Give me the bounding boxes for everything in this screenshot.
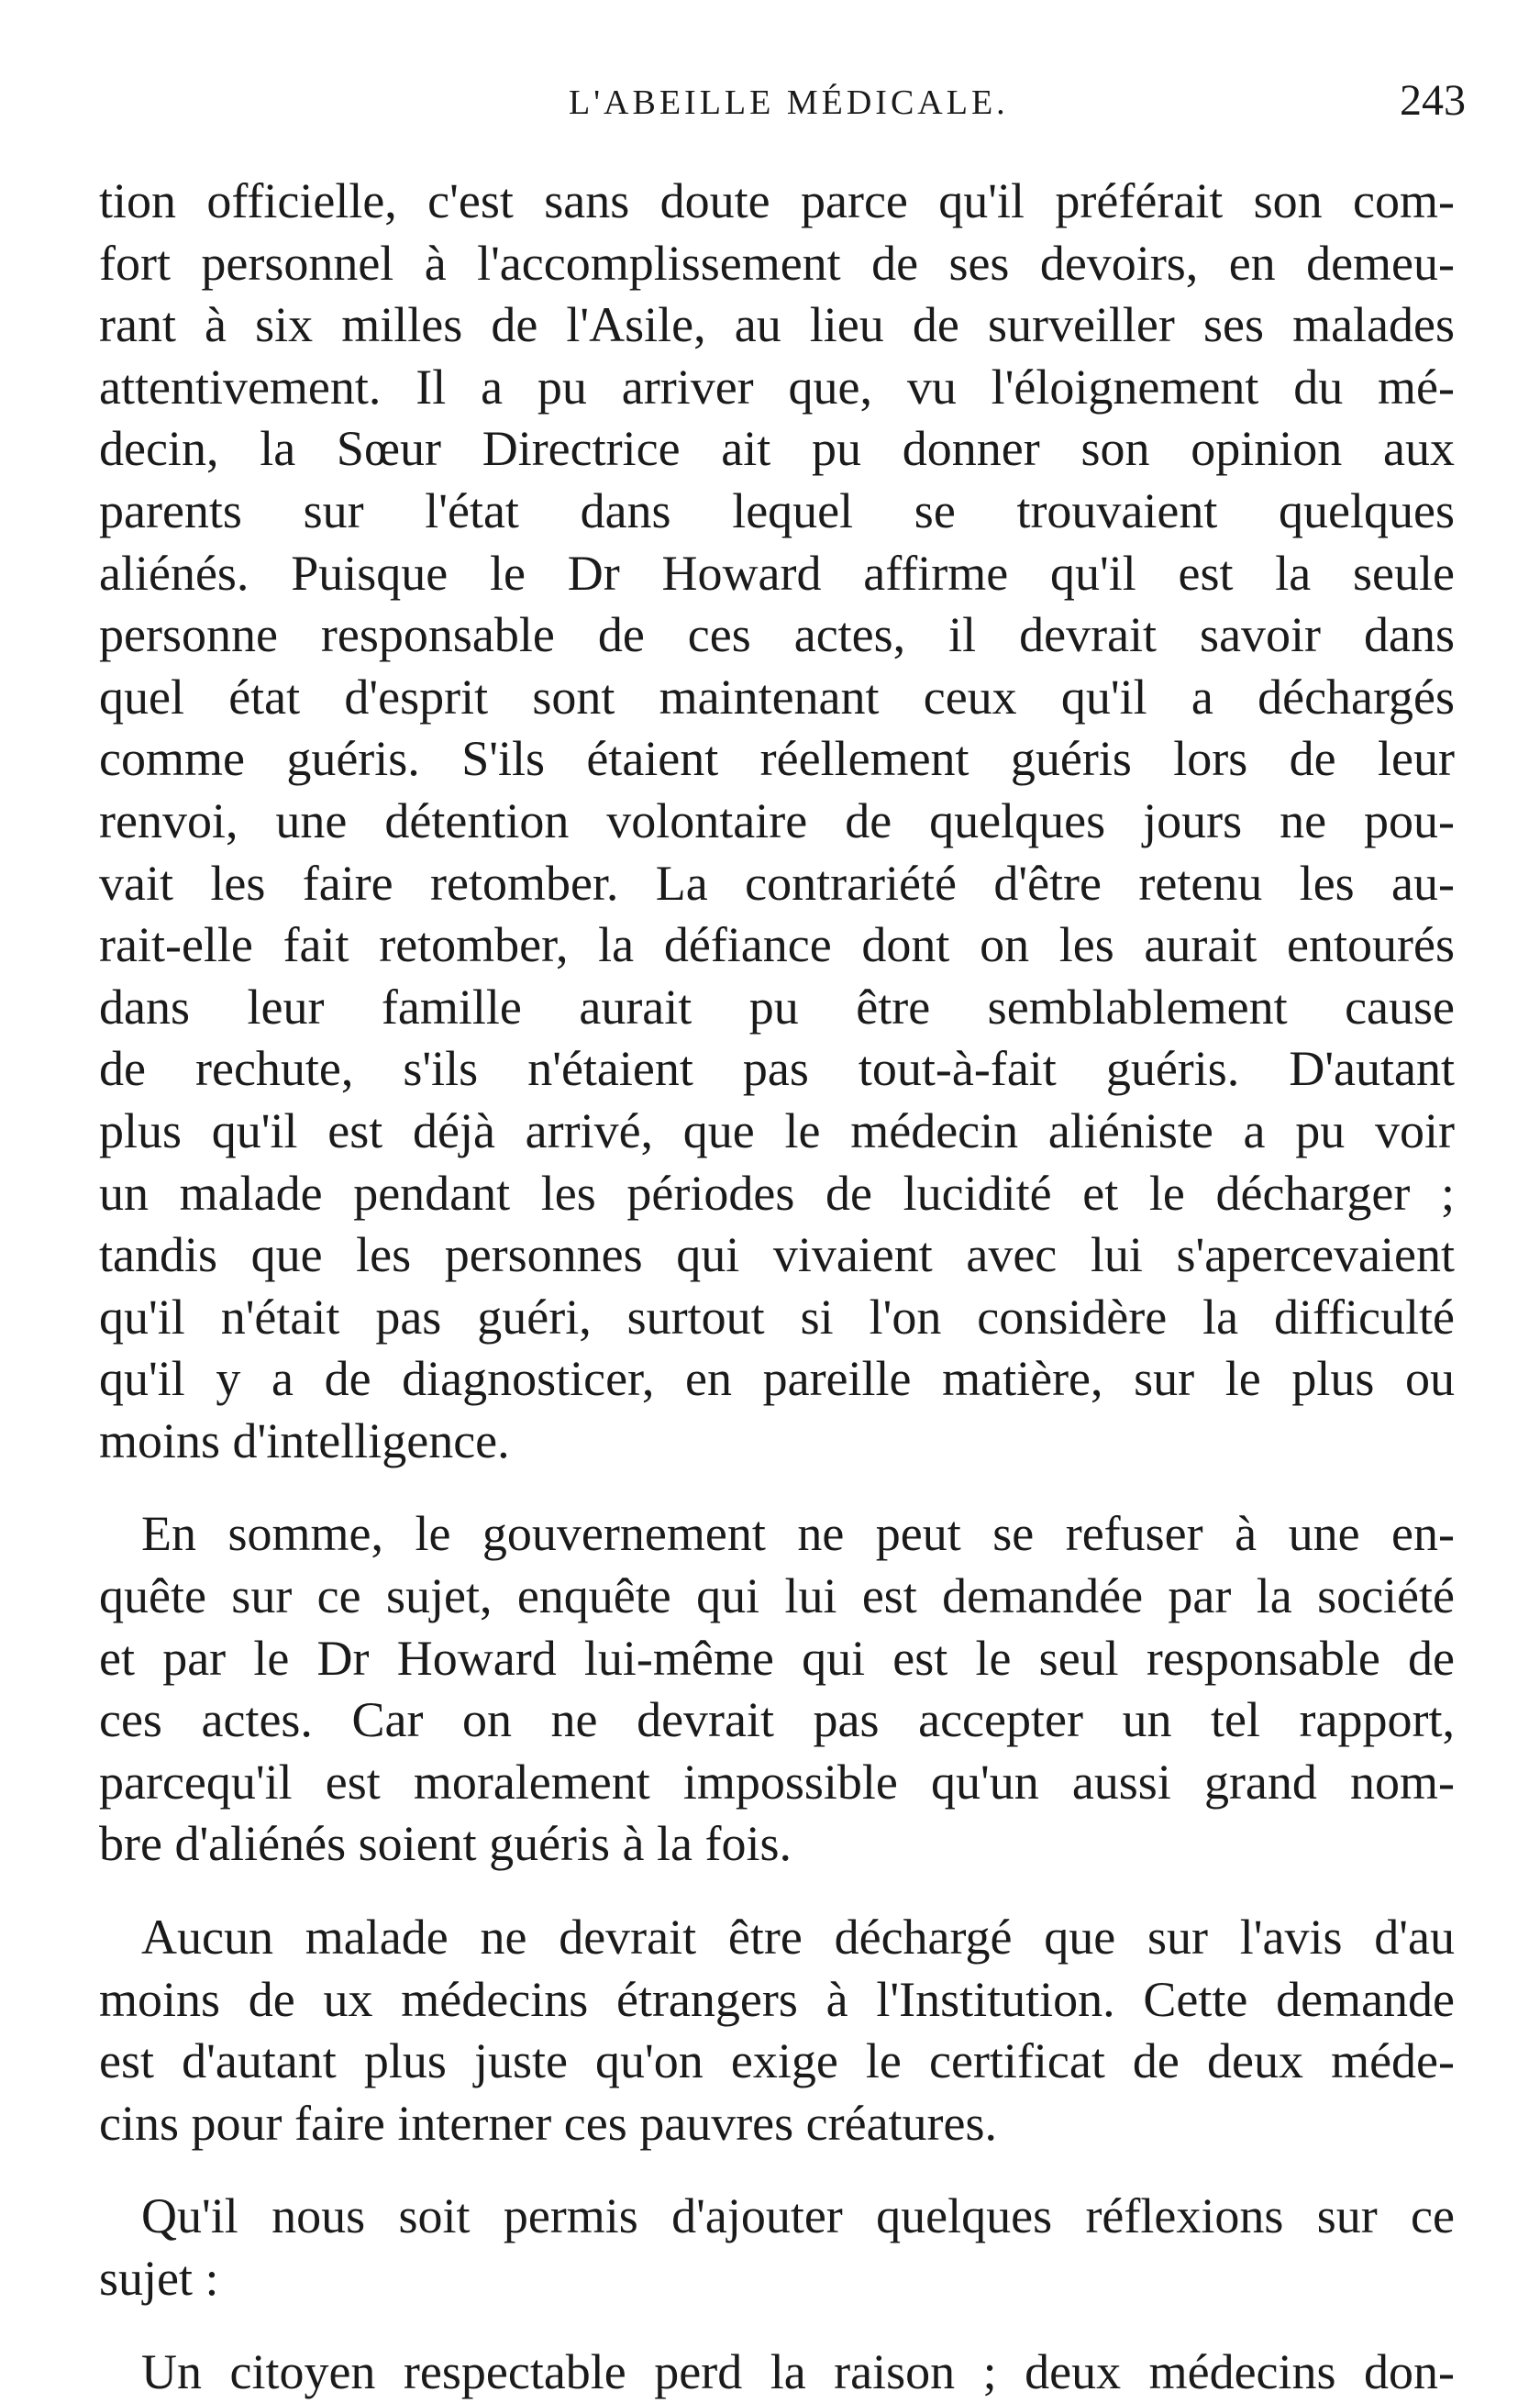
text-line: et par le Dr Howard lui-même qui est le seul responsable de [99, 1630, 1455, 1686]
text-line: plus qu'il est déjà arrivé, que le médecin aliéniste a pu voir [99, 1102, 1455, 1158]
text-line: renvoi, une détention volontaire de quelques jours ne pou- [99, 792, 1455, 848]
paragraph-gap [99, 2154, 1455, 2186]
text-line: comme guéris. S'ils étaient réellement guéris lors de leur [99, 731, 1455, 787]
text-line: cins pour faire interner ces pauvres créatures. [99, 2095, 998, 2151]
text-line: qu'il n'était pas guéri, surtout si l'on considère la difficulté [99, 1289, 1455, 1345]
text-line: quel état d'esprit sont maintenant ceux qu'il a déchargés [99, 669, 1455, 725]
text-line: un malade pendant les périodes de lucidité et le décharger ; [99, 1165, 1455, 1221]
paragraph-gap [99, 1876, 1455, 1907]
paragraph-gap [99, 1472, 1455, 1503]
paragraph-gap [99, 2310, 1455, 2342]
text-line: de rechute, s'ils n'étaient pas tout-à-fait guéris. D'autant [99, 1041, 1455, 1097]
text-line: quête sur ce sujet, enquête qui lui est demandée par la société [99, 1568, 1455, 1624]
text-line: rant à six milles de l'Asile, au lieu de surveiller ses malades [99, 297, 1455, 353]
text-line: sujet : [99, 2251, 219, 2306]
text-line: decin, la Sœur Directrice ait pu donner son opinion aux [99, 421, 1455, 477]
text-line: vait les faire retomber. La contrariété d'être retenu les au- [99, 855, 1455, 911]
text-line: aliénés. Puisque le Dr Howard affirme qu'il est la seule [99, 545, 1455, 601]
text-line: tandis que les personnes qui vivaient avec lui s'apercevaient [99, 1227, 1455, 1283]
text-line: dans leur famille aurait pu être semblablement cause [99, 979, 1455, 1035]
body-text [99, 171, 1455, 2403]
text-line: qu'il y a de diagnosticer, en pareille matière, sur le plus ou [99, 1351, 1455, 1407]
text-line: Aucun malade ne devrait être déchargé que sur l'avis d'au [141, 1910, 1455, 1966]
text-line: attentivement. Il a pu arriver que, vu l'éloignement du mé- [99, 359, 1455, 415]
text-line: tion officielle, c'est sans doute parce qu'il préférait son com- [99, 173, 1455, 228]
running-title: L'ABEILLE MÉDICALE. [569, 83, 1009, 122]
text-line: bre d'aliénés soient guéris à la fois. [99, 1816, 792, 1872]
text-line: ces actes. Car on ne devrait pas accepter un tel rapport, [99, 1692, 1455, 1748]
text-line: Un citoyen respectable perd la raison ; deux médecins don- [141, 2343, 1455, 2399]
text-line: rait-elle fait retomber, la défiance dont on les aurait entourés [99, 917, 1455, 973]
text-line: est d'autant plus juste qu'on exige le certificat de deux méde- [99, 2033, 1455, 2089]
text-line: personne responsable de ces actes, il devrait savoir dans [99, 607, 1455, 663]
text-line: parcequ'il est moralement impossible qu'un aussi grand nom- [99, 1754, 1455, 1810]
text-line: fort personnel à l'accomplissement de ses devoirs, en demeu- [99, 235, 1455, 291]
text-line: Qu'il nous soit permis d'ajouter quelques réflexions sur ce [141, 2188, 1455, 2244]
text-line: moins de ux médecins étrangers à l'Institution. Cette demande [99, 1971, 1455, 2027]
text-line: En somme, le gouvernement ne peut se refuser à une en- [141, 1506, 1455, 1562]
page-number: 243 [1400, 76, 1466, 125]
text-line: parents sur l'état dans lequel se trouvaient quelques [99, 482, 1455, 538]
page-header [99, 76, 1466, 138]
text-line: moins d'intelligence. [99, 1412, 510, 1468]
